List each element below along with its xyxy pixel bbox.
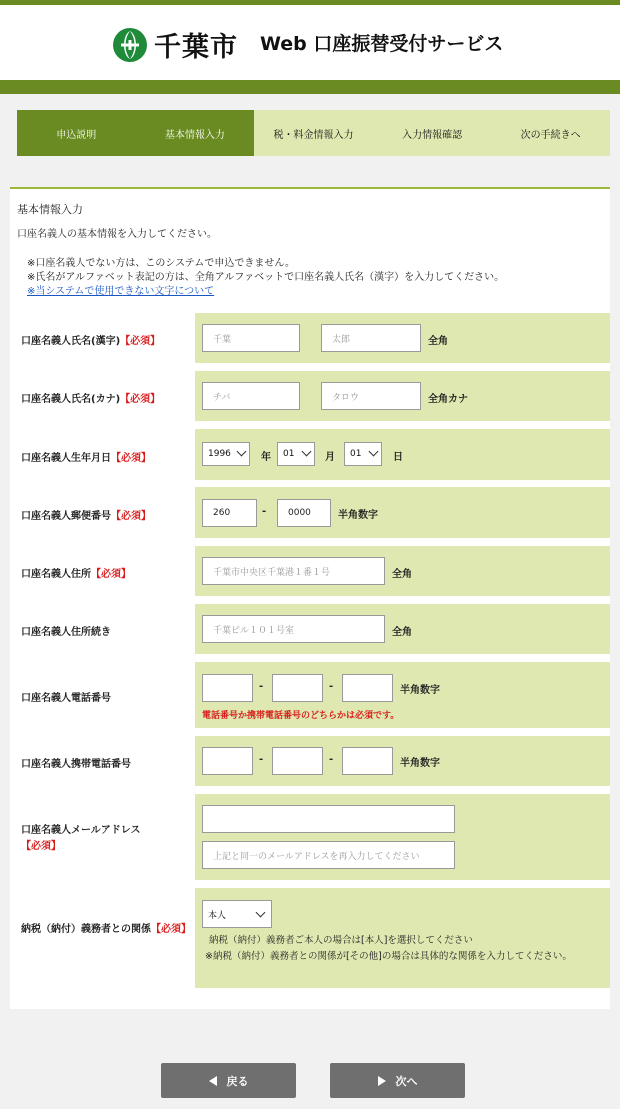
step-next-procedure: 次の手続きへ	[491, 110, 610, 156]
address-continued-row	[195, 604, 610, 654]
relation-help: 納税（納付）義務者ご本人の場合は[本人]を選択してください	[209, 935, 473, 946]
relation-row	[195, 888, 610, 988]
phone-required-error: 電話番号か携帯電話番号のどちらかは必須です。	[202, 711, 400, 721]
year-unit: 年	[261, 452, 271, 463]
address-continued-input[interactable]: 千葉ビル１０１号室	[202, 615, 385, 643]
relation-label: 納税（納付）義務者との関係【必須】	[21, 924, 191, 935]
postal-code-part1-input[interactable]: 260	[202, 499, 257, 527]
section-description: 口座名義人の基本情報を入力してください。	[17, 229, 217, 240]
mobile-dash: -	[259, 754, 264, 765]
mobile-part2-input[interactable]	[272, 747, 323, 775]
step-tax-info: 税・料金情報入力	[254, 110, 373, 156]
name-kanji-label: 口座名義人氏名(漢字)【必須】	[21, 336, 161, 347]
phone-hint: 半角数字	[400, 685, 440, 696]
birthdate-row	[195, 429, 610, 480]
last-name-kanji-input[interactable]: 千葉	[202, 324, 300, 352]
name-kana-hint: 全角カナ	[428, 394, 468, 405]
progress-steps	[17, 110, 610, 156]
address-label: 口座名義人住所【必須】	[21, 569, 131, 580]
email-label: 口座名義人メールアドレス 【必須】	[21, 825, 141, 852]
chevron-down-icon	[369, 447, 379, 457]
section-title: 基本情報入力	[17, 203, 83, 216]
first-name-kana-input[interactable]: タロウ	[321, 382, 421, 410]
city-logo	[112, 25, 238, 64]
postal-hint: 半角数字	[338, 510, 378, 521]
next-button[interactable]: 次へ	[330, 1063, 465, 1098]
name-kanji-row	[195, 313, 610, 363]
required-badge: 【必須】	[111, 511, 151, 522]
note-line: ※氏名がアルファベット表記の方は、全角アルファベットで口座名義人氏名（漢字）を入力してください。	[27, 272, 505, 283]
postal-row	[195, 487, 610, 538]
step-explanation: 申込説明	[17, 110, 136, 156]
step-basic-info: 基本情報入力	[136, 110, 255, 156]
mobile-part3-input[interactable]	[342, 747, 393, 775]
site-title: Web 口座振替受付サービス	[260, 33, 504, 55]
chiba-emblem-icon	[112, 27, 148, 63]
postal-code-part2-input[interactable]: 0000	[277, 499, 331, 527]
address-hint: 全角	[392, 569, 412, 580]
mobile-hint: 半角数字	[400, 758, 440, 769]
unusable-characters-link[interactable]: ※当システムで使用できない文字について	[27, 286, 215, 297]
address-input[interactable]: 千葉市中央区千葉港１番１号	[202, 557, 385, 585]
name-kana-label: 口座名義人氏名(カナ)【必須】	[21, 394, 161, 405]
day-unit: 日	[393, 452, 403, 463]
postal-dash: -	[262, 506, 267, 517]
triangle-left-icon	[209, 1076, 217, 1086]
required-badge: 【必須】	[21, 841, 61, 852]
back-button[interactable]: 戻る	[161, 1063, 296, 1098]
mobile-label: 口座名義人携帯電話番号	[21, 759, 131, 770]
required-badge: 【必須】	[111, 453, 151, 464]
birth-year-select[interactable]: 1996	[202, 442, 250, 466]
required-badge: 【必須】	[91, 569, 131, 580]
email-input[interactable]	[202, 805, 455, 833]
name-kanji-hint: 全角	[428, 336, 448, 347]
birthdate-label: 口座名義人生年月日【必須】	[21, 453, 151, 464]
email-confirm-input[interactable]: 上記と同一のメールアドレスを再入力してください	[202, 841, 455, 869]
phone-dash: -	[329, 681, 334, 692]
required-badge: 【必須】	[151, 924, 191, 935]
required-badge: 【必須】	[120, 336, 161, 347]
name-kana-row	[195, 371, 610, 421]
basic-info-panel	[10, 187, 610, 1009]
chevron-down-icon	[256, 908, 266, 918]
city-name: 千葉市	[154, 32, 238, 63]
step-confirm: 入力情報確認	[373, 110, 492, 156]
postal-label: 口座名義人郵便番号【必須】	[21, 511, 151, 522]
month-unit: 月	[325, 452, 335, 463]
header-band	[0, 80, 620, 94]
birth-month-select[interactable]: 01	[277, 442, 315, 466]
required-badge: 【必須】	[120, 394, 161, 405]
phone-part2-input[interactable]	[272, 674, 323, 702]
address-row	[195, 546, 610, 596]
phone-label: 口座名義人電話番号	[21, 693, 111, 704]
relation-select[interactable]: 本人	[202, 900, 272, 928]
first-name-kanji-input[interactable]: 太郎	[321, 324, 421, 352]
address-continued-label: 口座名義人住所続き	[21, 627, 111, 638]
address-continued-hint: 全角	[392, 627, 412, 638]
note-line: ※口座名義人でない方は、このシステムで申込できません。	[27, 258, 295, 269]
mobile-part1-input[interactable]	[202, 747, 253, 775]
mobile-dash: -	[329, 754, 334, 765]
notes	[27, 257, 504, 299]
triangle-right-icon	[378, 1076, 386, 1086]
phone-part3-input[interactable]	[342, 674, 393, 702]
header	[0, 5, 620, 80]
last-name-kana-input[interactable]: チバ	[202, 382, 300, 410]
phone-part1-input[interactable]	[202, 674, 253, 702]
chevron-down-icon	[302, 447, 312, 457]
email-row	[195, 794, 610, 880]
phone-row	[195, 662, 610, 728]
relation-other-help: ※納税（納付）義務者との関係が[その他]の場合は具体的な関係を入力してください。	[205, 951, 572, 962]
mobile-row	[195, 736, 610, 786]
chevron-down-icon	[237, 447, 247, 457]
birth-day-select[interactable]: 01	[344, 442, 382, 466]
phone-dash: -	[259, 681, 264, 692]
